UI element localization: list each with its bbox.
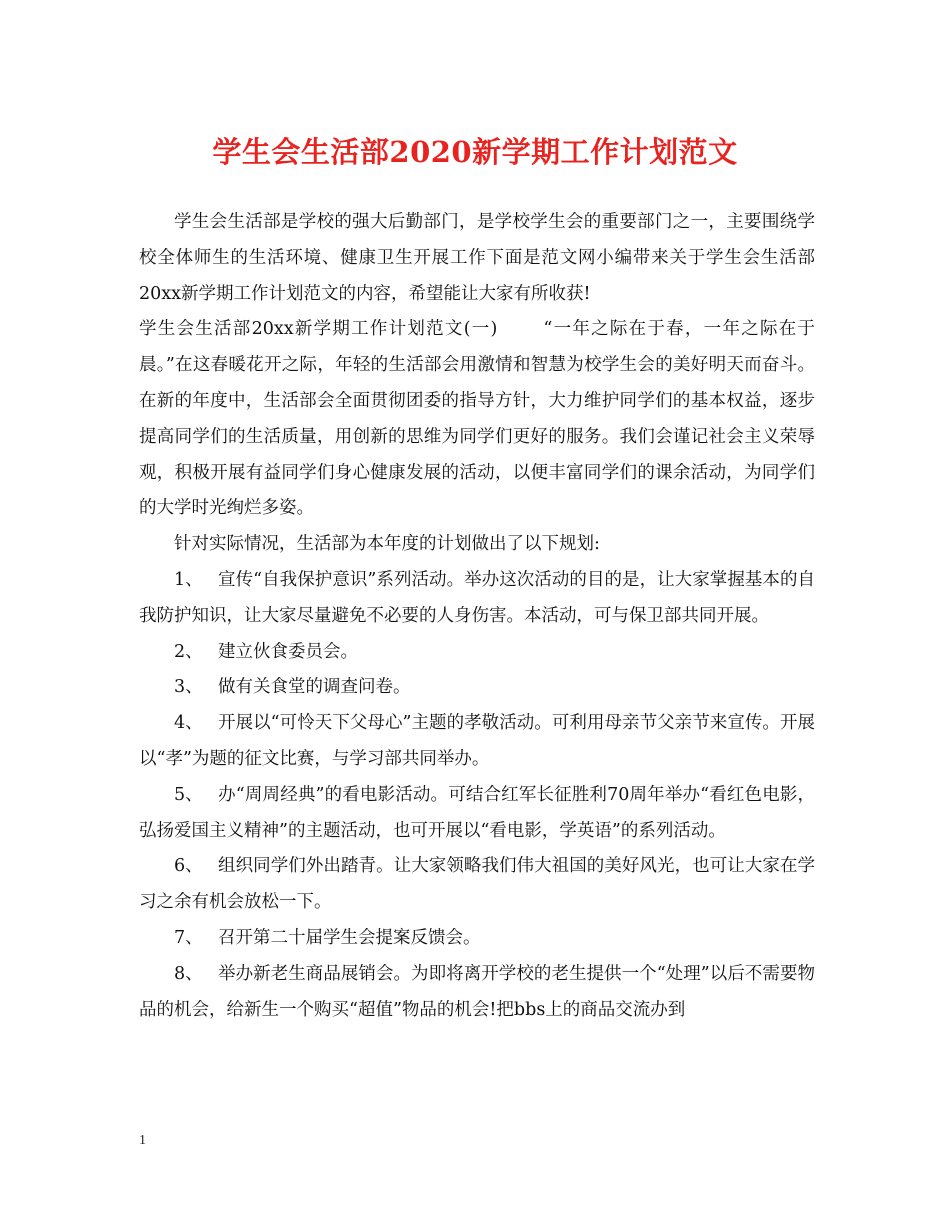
item-number: 6、	[174, 856, 203, 877]
document-body	[139, 205, 815, 1028]
plan-item	[139, 563, 815, 635]
item-text: 召开第二十届学生会提案反馈会。	[218, 927, 481, 948]
page-number: 1	[139, 1133, 146, 1148]
plan-item	[139, 957, 815, 1029]
section-paragraph	[139, 312, 815, 527]
item-text: 办“周周经典”的看电影活动。可结合红军长征胜利70周年举办“看红色电影，弘扬爱国主义精神”的主题活动，也可开展以“看电影，学英语”的系列活动。	[139, 784, 815, 841]
item-number: 8、	[174, 963, 203, 984]
item-number: 5、	[174, 784, 203, 805]
item-number: 4、	[174, 713, 203, 734]
item-text: 宣传“自我保护意识”系列活动。举办这次活动的目的是，让大家掌握基本的自我防护知识，让大家尽量避免不必要的人身伤害。本活动，可与保卫部共同开展。	[139, 569, 815, 626]
plan-item	[139, 635, 815, 671]
section-heading: 学生会生活部20xx新学期工作计划范文(一)	[139, 319, 498, 340]
item-text: 建立伙食委员会。	[218, 641, 358, 662]
plan-item	[139, 921, 815, 957]
item-number: 3、	[174, 677, 203, 698]
plan-intro: 针对实际情况，生活部为本年度的计划做出了以下规划:	[174, 534, 600, 555]
plan-item	[139, 706, 815, 778]
item-number: 2、	[174, 641, 203, 662]
item-text: 举办新老生商品展销会。为即将离开学校的老生提供一个“处理”以后不需要物品的机会，给新生一个购买“超值”物品的机会!把bbs上的商品交流办到	[139, 963, 815, 1020]
plan-item	[139, 670, 815, 706]
document-title: 学生会生活部2020新学期工作计划范文	[212, 135, 738, 169]
item-number: 7、	[174, 927, 203, 948]
plan-item	[139, 778, 815, 850]
item-text: 组织同学们外出踏青。让大家领略我们伟大祖国的美好风光，也可让大家在学习之余有机会放松一下。	[139, 856, 815, 913]
item-text: 做有关食堂的调查问卷。	[218, 677, 411, 698]
item-text: 开展以“可怜天下父母心”主题的孝敬活动。可利用母亲节父亲节来宣传。开展以“孝”为题的征文比赛，与学习部共同举办。	[139, 713, 815, 769]
section-text: “一年之际在于春，一年之际在于晨。”在这春暖花开之际，年轻的生活部会用激情和智慧为校学生会的美好明天而奋斗。在新的年度中，生活部会全面贯彻团委的指导方针，大力维护同学们的基本权益，逐步提高同学们的生活质量，用创新的思维为同学们更好的服务。我们会谨记社会主义荣辱观，积极开展有益同学们身心健康发展的活动，以便丰富同学们的课余活动，为同学们的大学时光绚烂多姿。	[139, 319, 815, 519]
item-number: 1、	[174, 569, 203, 590]
plan-item	[139, 849, 815, 921]
intro-paragraph: 学生会生活部是学校的强大后勤部门，是学校学生会的重要部门之一，主要围绕学校全体师生的生活环境、健康卫生开展工作下面是范文网小编带来关于学生会生活部20xx新学期工作计划范文的内容，希望能让大家有所收获!	[139, 212, 815, 304]
